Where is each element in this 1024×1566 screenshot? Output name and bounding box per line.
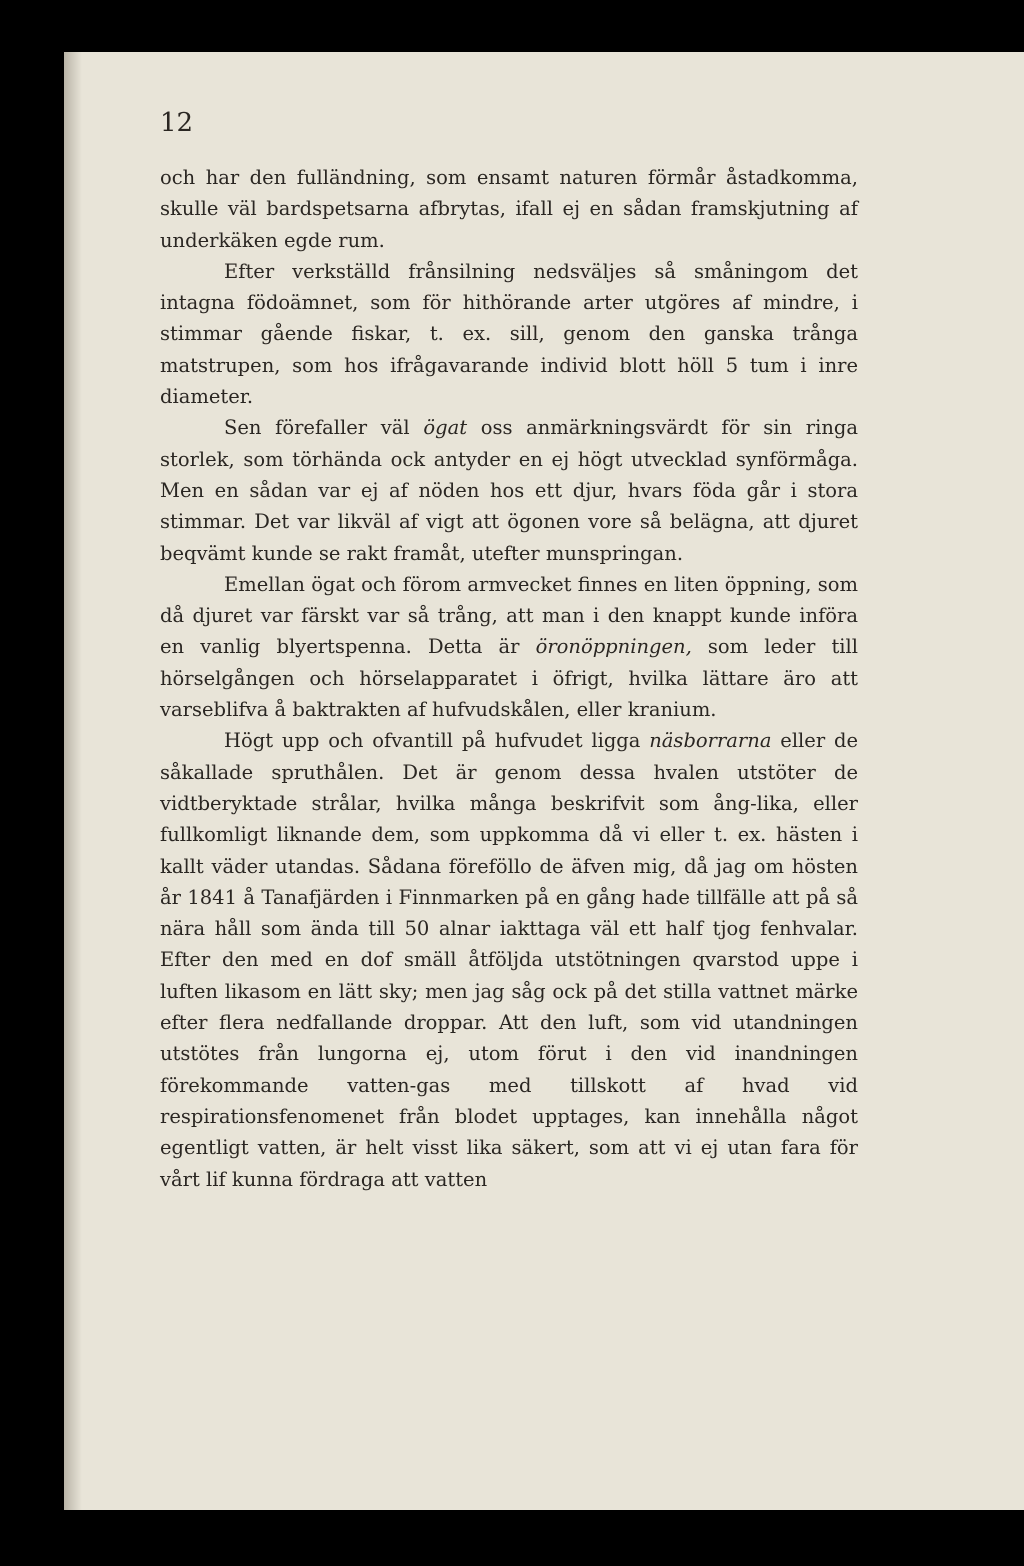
page-number: 12 xyxy=(160,108,194,138)
paragraph-4-text-a: Emellan ögat och förom armvecket finnes en liten öppning, som då djuret var färskt var så trång, att man i den knappt kunde införa en vanlig blyertspenna. Detta är xyxy=(160,572,858,659)
paragraph-4 xyxy=(160,569,858,725)
paragraph-5-emphasis: näsborrarna xyxy=(649,729,772,753)
paragraph-1: och har den fulländning, som ensamt naturen förmår åstadkomma, skulle väl bardspetsarna afbrytas, ifall ej en sådan framskjutning af underkäken egde rum. xyxy=(160,166,858,252)
paragraph-4-text-b: som leder till hörselgången och hörselapparatet i öfrigt, hvilka lättare äro att varseblifva å baktrakten af hufvudskålen, eller kranium. xyxy=(160,635,859,722)
paragraph-2: Efter verkställd frånsilning nedsväljes så småningom det intagna födoämnet, som för hithörande arter utgöres af mindre, i stimmar gående fiskar, t. ex. sill, genom den ganska trånga matstrupen, som hos ifrågavarande individ blott höll 5 tum i inre diameter. xyxy=(160,259,858,409)
paragraph-5-text-a: Högt upp och ofvantill på hufvudet ligga xyxy=(224,729,650,753)
body-text xyxy=(160,162,858,1195)
paragraph-5-text-b: eller de såkallade spruthålen. Det är genom dessa hvalen utstöter de vidtberyktade strålar, hvilka många beskrifvit som ång-lika, eller fullkomligt liknande dem, som uppkomma då vi eller t. ex. hästen i kallt väder utandas. Sådana föreföllo de äfven mig, då jag om hösten år 1841 å Tanafjärden i Finnmarken på en gång hade tillfälle att på så nära håll som ända till 50 alnar iakttaga väl ett half tjog fenhvalar. Efter den med en dof smäll åtföljda utstötningen qvarstod uppe i luften likasom en lätt sky; men jag såg ock på det stilla vattnet märke efter flera nedfallande droppar. Att den luft, som vid utandningen utstötes från lungorna ej, utom förut i den vid inandningen förekommande vatten-gas med tillskott af hvad vid respirationsfenomenet från blodet upptages, kan innehålla något egentligt vatten, är helt visst lika säkert, som att vi ej utan fara för vårt lif kunna fördraga att vatten xyxy=(160,729,859,1191)
paragraph-3-emphasis: ögat xyxy=(423,416,468,440)
page-binding-shadow xyxy=(64,52,82,1510)
paragraph-3-text-b: oss anmärkningsvärdt för sin ringa storlek, som törhända ock antyder en ej högt utvecklad synförmåga. Men en sådan var ej af nöden hos ett djur, hvars föda går i stora stimmar. Det var likväl af vigt att ögonen vore så belägna, att djuret beqvämt kunde se rakt framåt, utefter munspringan. xyxy=(160,416,858,565)
paragraph-3-text-a: Sen förefaller väl xyxy=(224,416,424,440)
paragraph-3 xyxy=(160,412,858,568)
paragraph-5 xyxy=(160,725,858,1194)
paragraph-4-emphasis: öronöppningen, xyxy=(535,635,692,659)
